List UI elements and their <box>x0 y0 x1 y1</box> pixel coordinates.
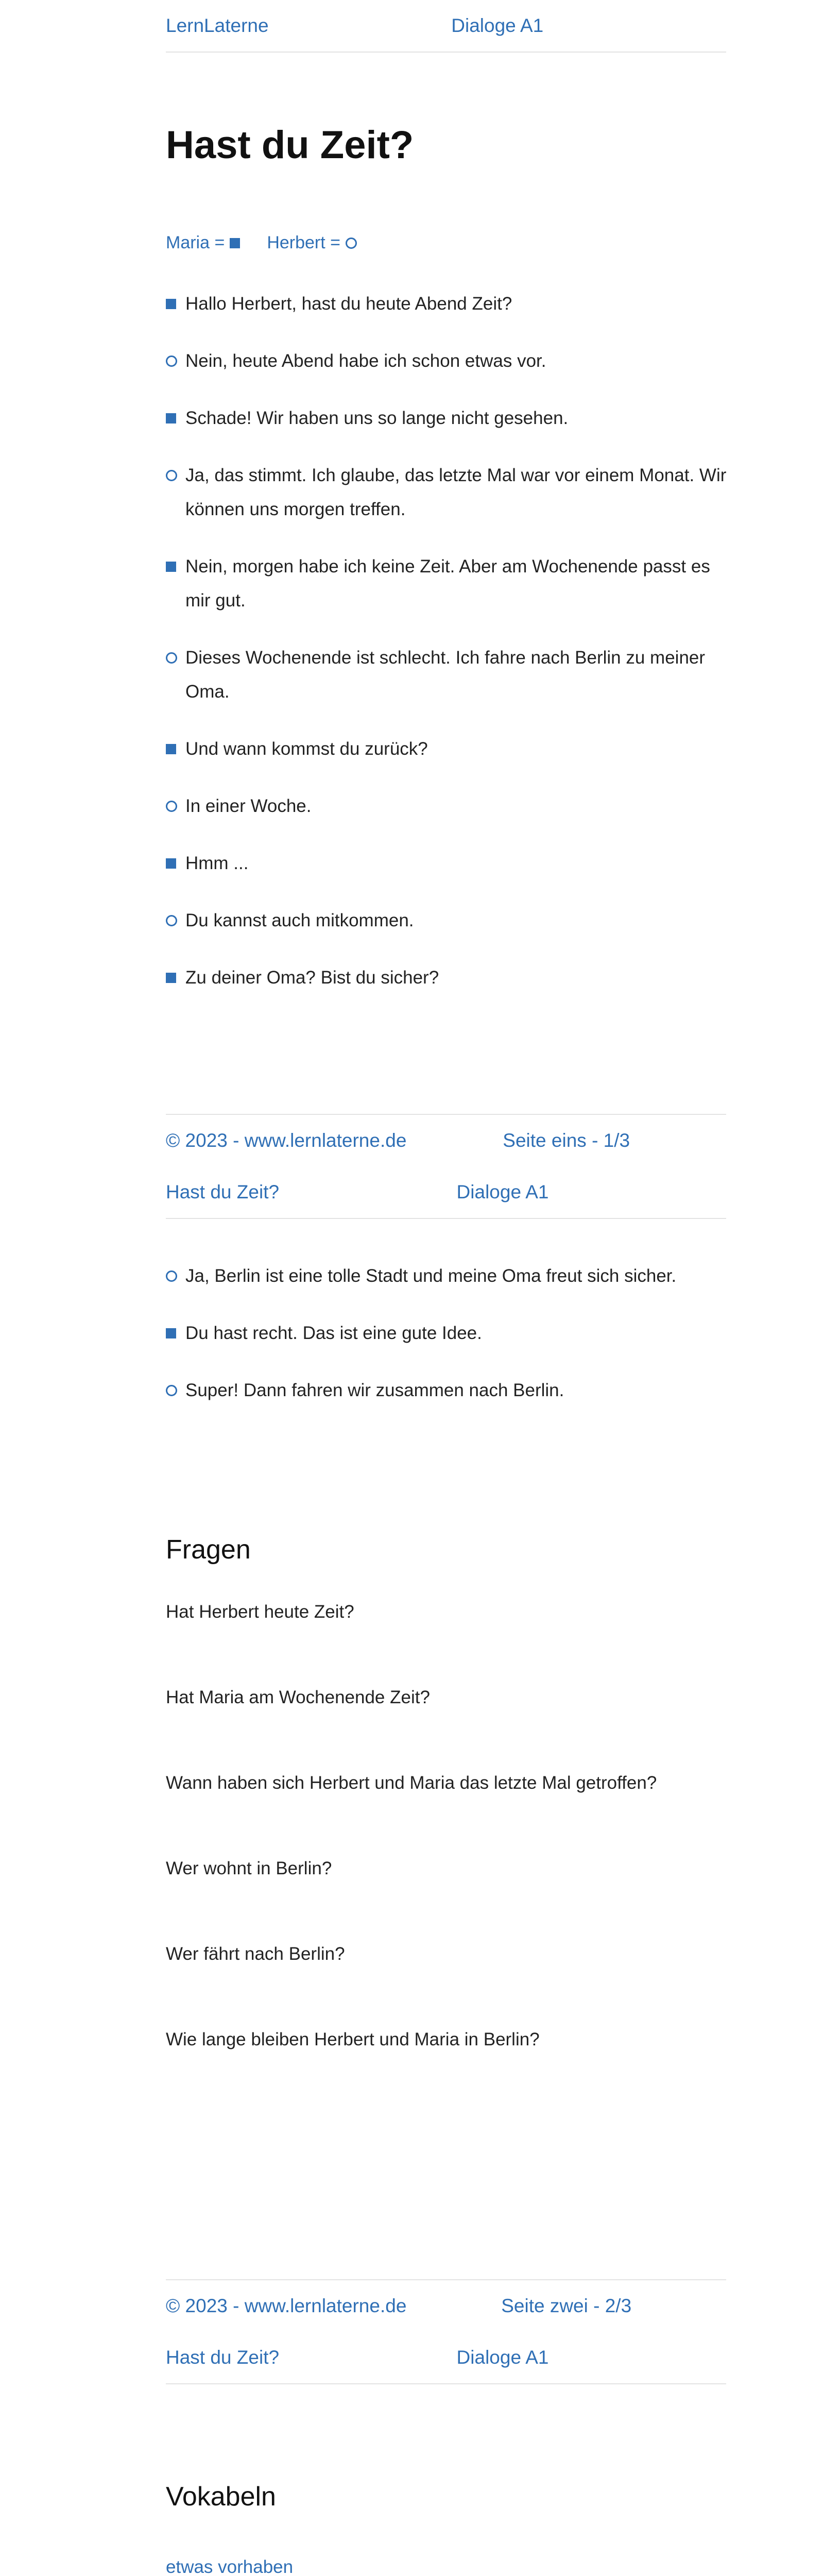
outline-circle-icon <box>346 238 357 249</box>
question-item: Wann haben sich Herbert und Maria das letzte Mal getroffen? <box>166 1773 657 1793</box>
dialogue-line <box>166 846 727 880</box>
dialogue-text: Und wann kommst du zurück? <box>185 739 428 759</box>
outline-circle-icon <box>166 652 177 664</box>
filled-square-icon <box>166 973 176 983</box>
page-2 <box>0 1166 824 2332</box>
speaker-herbert-marker <box>166 789 185 823</box>
dialogue-line <box>166 344 727 378</box>
dialogue-line <box>166 550 727 618</box>
page-1 <box>0 0 824 1166</box>
dialogue-line <box>166 401 727 435</box>
dialogue-text: Hallo Herbert, hast du heute Abend Zeit? <box>185 294 512 314</box>
speaker-herbert-marker <box>166 641 185 675</box>
speaker-maria-marker <box>166 732 185 766</box>
legend-maria-label: Maria = <box>166 233 225 252</box>
dialogue-text: Ja, Berlin ist eine tolle Stadt und meine Oma freut sich sicher. <box>185 1266 677 1286</box>
dialogue-text: Du kannst auch mitkommen. <box>185 910 414 930</box>
dialogue-text: Super! Dann fahren wir zusammen nach Berlin. <box>185 1380 564 1400</box>
outline-circle-icon <box>166 801 177 812</box>
filled-square-icon <box>166 562 176 572</box>
speaker-herbert-marker <box>166 459 185 493</box>
site-name[interactable]: LernLaterne <box>166 15 269 36</box>
question-item: Wer wohnt in Berlin? <box>166 1858 332 1878</box>
outline-circle-icon <box>166 355 177 367</box>
page-title: Hast du Zeit? <box>166 123 414 167</box>
legend-maria <box>166 233 240 253</box>
dialogue-text: Hmm ... <box>185 853 249 873</box>
copyright[interactable]: © 2023 - www.lernlaterne.de <box>166 2295 407 2316</box>
vocab-list <box>166 2554 727 2576</box>
dialogue-list <box>166 1259 727 1431</box>
speaker-maria-marker <box>166 1316 185 1350</box>
dialogue-text: In einer Woche. <box>185 796 312 816</box>
dialogue-text: Nein, morgen habe ich keine Zeit. Aber am Wochenende passt es mir gut. <box>185 556 710 611</box>
speaker-herbert-marker <box>166 904 185 938</box>
speaker-herbert-marker <box>166 344 185 378</box>
dialogue-line <box>166 1259 727 1293</box>
dialogue-text: Ja, das stimmt. Ich glaube, das letzte Mal war vor einem Monat. Wir können uns morgen treffen. <box>185 465 727 519</box>
outline-circle-icon <box>166 1270 177 1282</box>
speaker-maria-marker <box>166 550 185 584</box>
speaker-maria-marker <box>166 287 185 321</box>
dialogue-line <box>166 1374 727 1408</box>
outline-circle-icon <box>166 915 177 926</box>
speaker-herbert-marker <box>166 1259 185 1293</box>
speaker-legend <box>166 233 727 253</box>
page-1-content <box>166 123 727 167</box>
question-item: Hat Herbert heute Zeit? <box>166 1602 354 1622</box>
category-label[interactable]: Dialoge A1 <box>456 2347 549 2368</box>
dialogue-line <box>166 904 727 938</box>
legend-herbert-label: Herbert = <box>267 233 341 252</box>
dialogue-text: Zu deiner Oma? Bist du sicher? <box>185 968 439 988</box>
outline-circle-icon <box>166 470 177 481</box>
filled-square-icon <box>166 413 176 423</box>
filled-square-icon <box>230 238 240 248</box>
filled-square-icon <box>166 858 176 869</box>
questions-heading: Fragen <box>166 1535 251 1565</box>
running-title: Hast du Zeit? <box>166 2347 280 2368</box>
page-3 <box>0 2332 824 2576</box>
page-number: Seite zwei - 2/3 <box>501 2295 632 2316</box>
copyright[interactable]: © 2023 - www.lernlaterne.de <box>166 1130 407 1151</box>
page-header <box>166 2332 726 2384</box>
running-title: Hast du Zeit? <box>166 1181 280 1202</box>
dialogue-text: Nein, heute Abend habe ich schon etwas vor. <box>185 351 546 371</box>
category-label[interactable]: Dialoge A1 <box>456 1181 549 1202</box>
dialogue-text: Dieses Wochenende ist schlecht. Ich fahre nach Berlin zu meiner Oma. <box>185 648 706 702</box>
questions-list <box>166 1599 727 2049</box>
dialogue-list <box>166 287 727 1018</box>
speaker-herbert-marker <box>166 1374 185 1408</box>
vocab-heading: Vokabeln <box>166 2482 276 2512</box>
legend-herbert <box>267 233 357 253</box>
filled-square-icon <box>166 1328 176 1338</box>
dialogue-line <box>166 789 727 823</box>
dialogue-line <box>166 732 727 766</box>
dialogue-text: Du hast recht. Das ist eine gute Idee. <box>185 1323 482 1343</box>
question-item: Wer fährt nach Berlin? <box>166 1944 345 1964</box>
outline-circle-icon <box>166 1385 177 1396</box>
question-item: Wie lange bleiben Herbert und Maria in Berlin? <box>166 2029 540 2049</box>
speaker-maria-marker <box>166 961 185 995</box>
vocab-term: etwas vorhaben <box>166 2557 294 2576</box>
category-label[interactable]: Dialoge A1 <box>451 15 544 36</box>
dialogue-line <box>166 961 727 995</box>
dialogue-line <box>166 287 727 321</box>
filled-square-icon <box>166 299 176 309</box>
page-footer <box>166 1114 726 1166</box>
speaker-maria-marker <box>166 401 185 435</box>
page-footer <box>166 2279 726 2332</box>
page-number: Seite eins - 1/3 <box>503 1130 630 1151</box>
question-item: Hat Maria am Wochenende Zeit? <box>166 1687 430 1707</box>
dialogue-line <box>166 1316 727 1350</box>
speaker-maria-marker <box>166 846 185 880</box>
dialogue-text: Schade! Wir haben uns so lange nicht gesehen. <box>185 408 569 428</box>
questions-section <box>166 1534 727 1565</box>
vocab-section <box>166 2481 727 2512</box>
page-header <box>166 1166 726 1219</box>
vocab-entry <box>166 2554 727 2576</box>
page-header <box>166 0 726 53</box>
dialogue-line <box>166 459 727 527</box>
dialogue-line <box>166 641 727 709</box>
filled-square-icon <box>166 744 176 754</box>
